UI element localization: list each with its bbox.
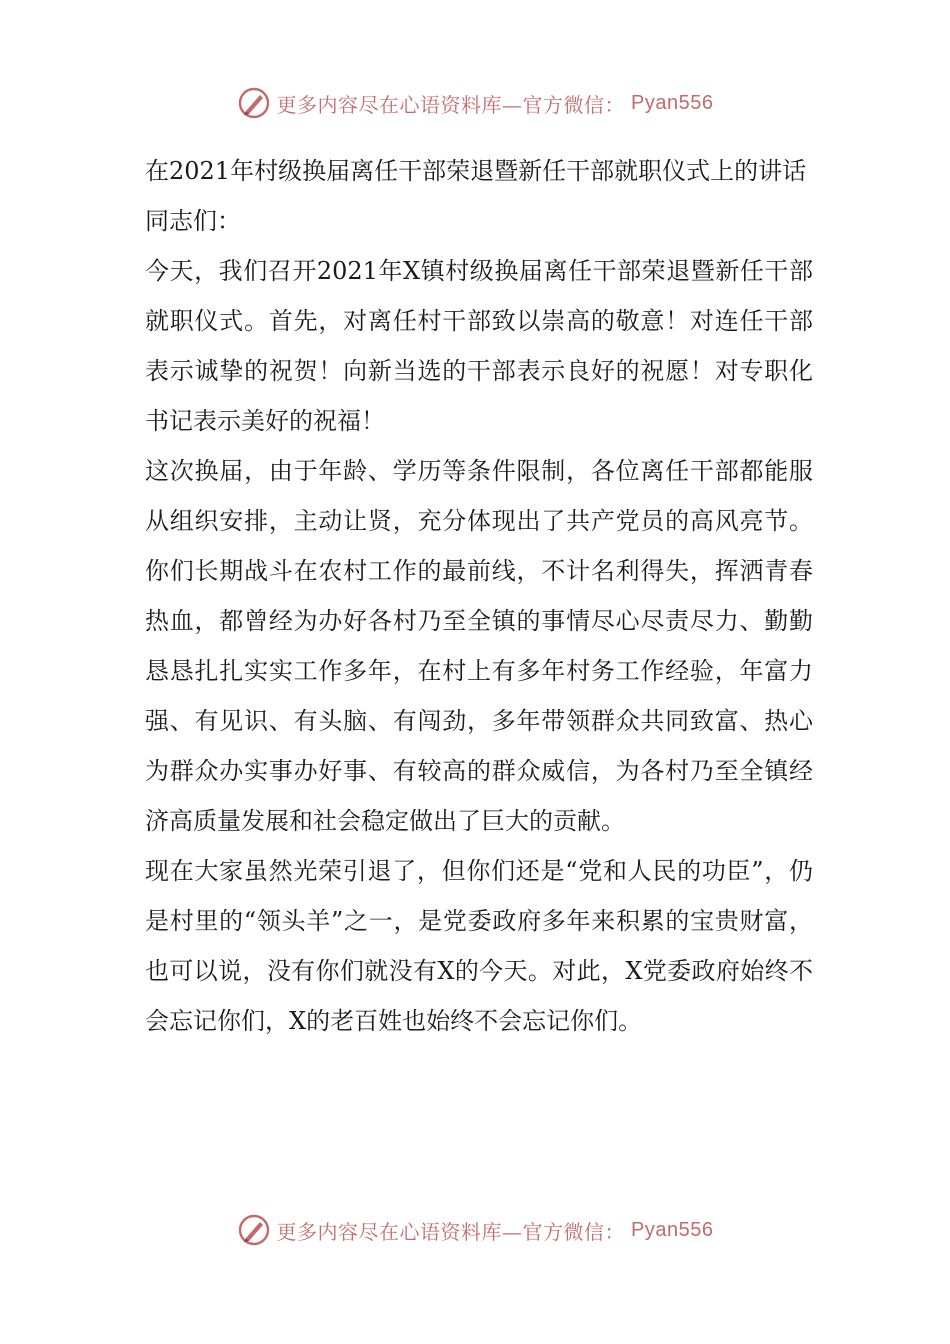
paragraph: 这次换届，由于年龄、学历等条件限制，各位离任干部都能服从组织安排，主动让贤，充分体现出了共产党员的高风亮节。你们长期战斗在农村工作的最前线，不计名利得失，挥洒青春热血，都曾经为办好各村乃至全镇的事情尽心尽责尽力、勤勤恳恳扎扎实实工作多年，在村上有多年村务工作经验，年富力强、有见识、有头脑、有闯劲，多年带领群众共同致富、热心为群众办实事办好事、有较高的群众威信，为各村乃至全镇经济高质量发展和社会稳定做出了巨大的贡献。	[145, 457, 813, 835]
footer-watermark	[0, 1213, 950, 1247]
document-body	[145, 146, 813, 1046]
pen-logo-icon	[237, 1213, 271, 1247]
document-title: 在2021年村级换届离任干部荣退暨新任干部就职仪式上的讲话	[145, 157, 807, 185]
paragraph: 现在大家虽然光荣引退了，但你们还是“党和人民的功臣”，仍是村里的“领头羊”之一，是党委政府多年来积累的宝贵财富，也可以说，没有你们就没有X的今天。对此，X党委政府始终不会忘记你们，X的老百姓也始终不会忘记你们。	[145, 857, 813, 1035]
header-watermark	[0, 86, 950, 120]
salutation: 同志们：	[145, 207, 241, 235]
watermark-text: 更多内容尽在心语资料库—官方微信：	[276, 1219, 626, 1244]
watermark-text: 更多内容尽在心语资料库—官方微信：	[276, 92, 626, 117]
watermark-wechat-id: Pyan556	[631, 91, 714, 114]
watermark-wechat-id: Pyan556	[631, 1218, 714, 1241]
paragraph: 今天，我们召开2021年X镇村级换届离任干部荣退暨新任干部就职仪式。首先，对离任村干部致以崇高的敬意！对连任干部表示诚挚的祝贺！向新当选的干部表示良好的祝愿！对专职化书记表示美好的祝福！	[145, 257, 813, 435]
pen-logo-icon	[237, 86, 271, 120]
